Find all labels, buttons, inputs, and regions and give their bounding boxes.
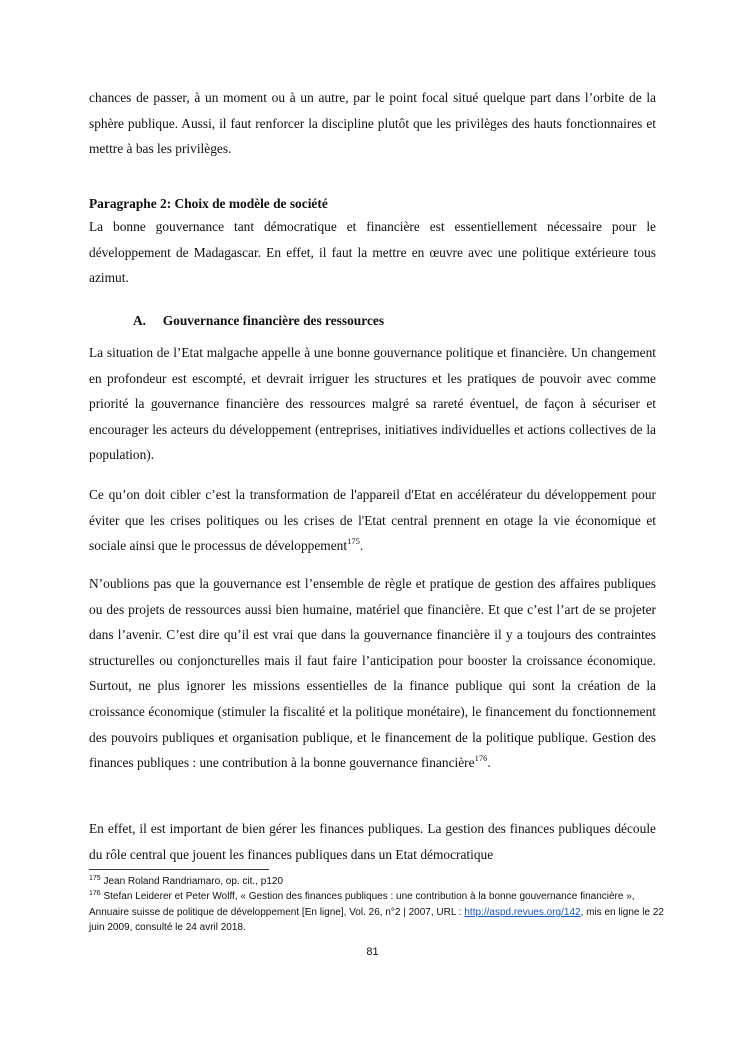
page-number: 81 — [366, 946, 379, 958]
top-paragraph-text: chances de passer, à un moment ou à un autre, par le point focal situé quelque part dans l’orbite de la sphère publique. Aussi, il faut renforcer la discipline plutôt que les privilèges des hauts fonctionnaires et mettre à bas les privilèges. — [89, 90, 656, 157]
footnote-separator — [89, 869, 269, 870]
subsection-marker: A. — [133, 313, 147, 328]
footnote-176-tail: , mis en ligne le 22 juin 2009, consulté le 24 avril 2018. — [89, 906, 664, 933]
subsection-heading — [133, 313, 384, 329]
paragraph-4 — [89, 816, 656, 867]
footnote-176-text: Stefan Leiderer et Peter Wolff, « Gestion des finances publiques : une contribution à la bonne gouvernance financière », Annuaire suisse de politique de développement [En ligne], Vol. 26, n°2 | 2007, URL : — [89, 891, 635, 918]
section-intro-text: La bonne gouvernance tant démocratique et financière est essentiellement nécessaire pour le développement de Madagascar. En effet, il faut la mettre en œuvre avec une politique extérieure tous azimut. — [89, 219, 656, 286]
subsection-title: Gouvernance financière des ressources — [162, 313, 385, 328]
footnote-ref-175[interactable]: 175 — [347, 536, 360, 547]
paragraph-2-text — [89, 482, 656, 559]
footnote-ref-176[interactable]: 176 — [474, 753, 488, 764]
footnote-176-number: 176 — [89, 890, 101, 898]
footnote-175 — [89, 874, 664, 889]
paragraph-2-end: . — [359, 538, 364, 554]
footnote-176-link[interactable]: http://aspd.revues.org/142 — [464, 906, 581, 918]
paragraph-4-text: En effet, il est important de bien gérer les finances publiques. La gestion des finances publiques découle du rôle central que jouent les finances publiques dans un Etat démocratique — [89, 821, 656, 862]
footnote-175-number: 175 — [89, 875, 101, 882]
paragraph-1-text: La situation de l’Etat malgache appelle à une bonne gouvernance politique et financière. Un changement en profondeur est escompté, et devrait irriguer les structures et les pratiques de pouvoir avec comme priorité la gouvernance financière des ressources malgré sa rareté éventuel, de façon à sécuriser et encourager les acteurs du développement (entreprises, initiatives individuelles et actions collectives de la population). — [89, 345, 656, 463]
footnotes — [89, 874, 664, 935]
paragraph-3-body: N’oublions pas que la gouvernance est l’ensemble de règle et pratique de gestion des affaires publiques ou des projets de ressources aussi bien humaine, matériel que financière. Et que c’est l’art de se projeter dans l’avenir. C’est dire qu’il est vrai que dans la gouvernance financière il y a toujours des contraintes structurelles ou conjoncturelles mais il faut faire l’anticipation pour booster la croissance économique. Surtout, ne plus ignorer les missions essentielles de la finance publique qui sont la création de la croissance économique (stimuler la fiscalité et la politique monétaire), le financement du fonctionnement des pouvoirs publiques et organisation publique, et le financement de la politique publique. Gestion des finances publiques : une contribution à la bonne gouvernance financière — [89, 576, 656, 771]
top-paragraph — [89, 85, 656, 162]
section-heading: Paragraphe 2: Choix de modèle de société — [89, 196, 328, 211]
paragraph-2-body: Ce qu’on doit cibler c’est la transformation de l'appareil d'Etat en accélérateur du développement pour éviter que les crises politiques ou les crises de l'Etat central prennent en otage la vie économique et sociale ainsi que le processus de développement — [89, 487, 656, 554]
section-intro — [89, 214, 656, 291]
paragraph-3 — [89, 571, 656, 776]
paragraph-3-text — [89, 571, 656, 776]
paragraph-2 — [89, 482, 656, 559]
paragraph-3-end: . — [487, 755, 491, 771]
footnote-176 — [89, 889, 664, 935]
paragraph-1 — [89, 340, 656, 468]
footnote-175-text: Jean Roland Randriamaro, op. cit., p120 — [100, 876, 284, 887]
